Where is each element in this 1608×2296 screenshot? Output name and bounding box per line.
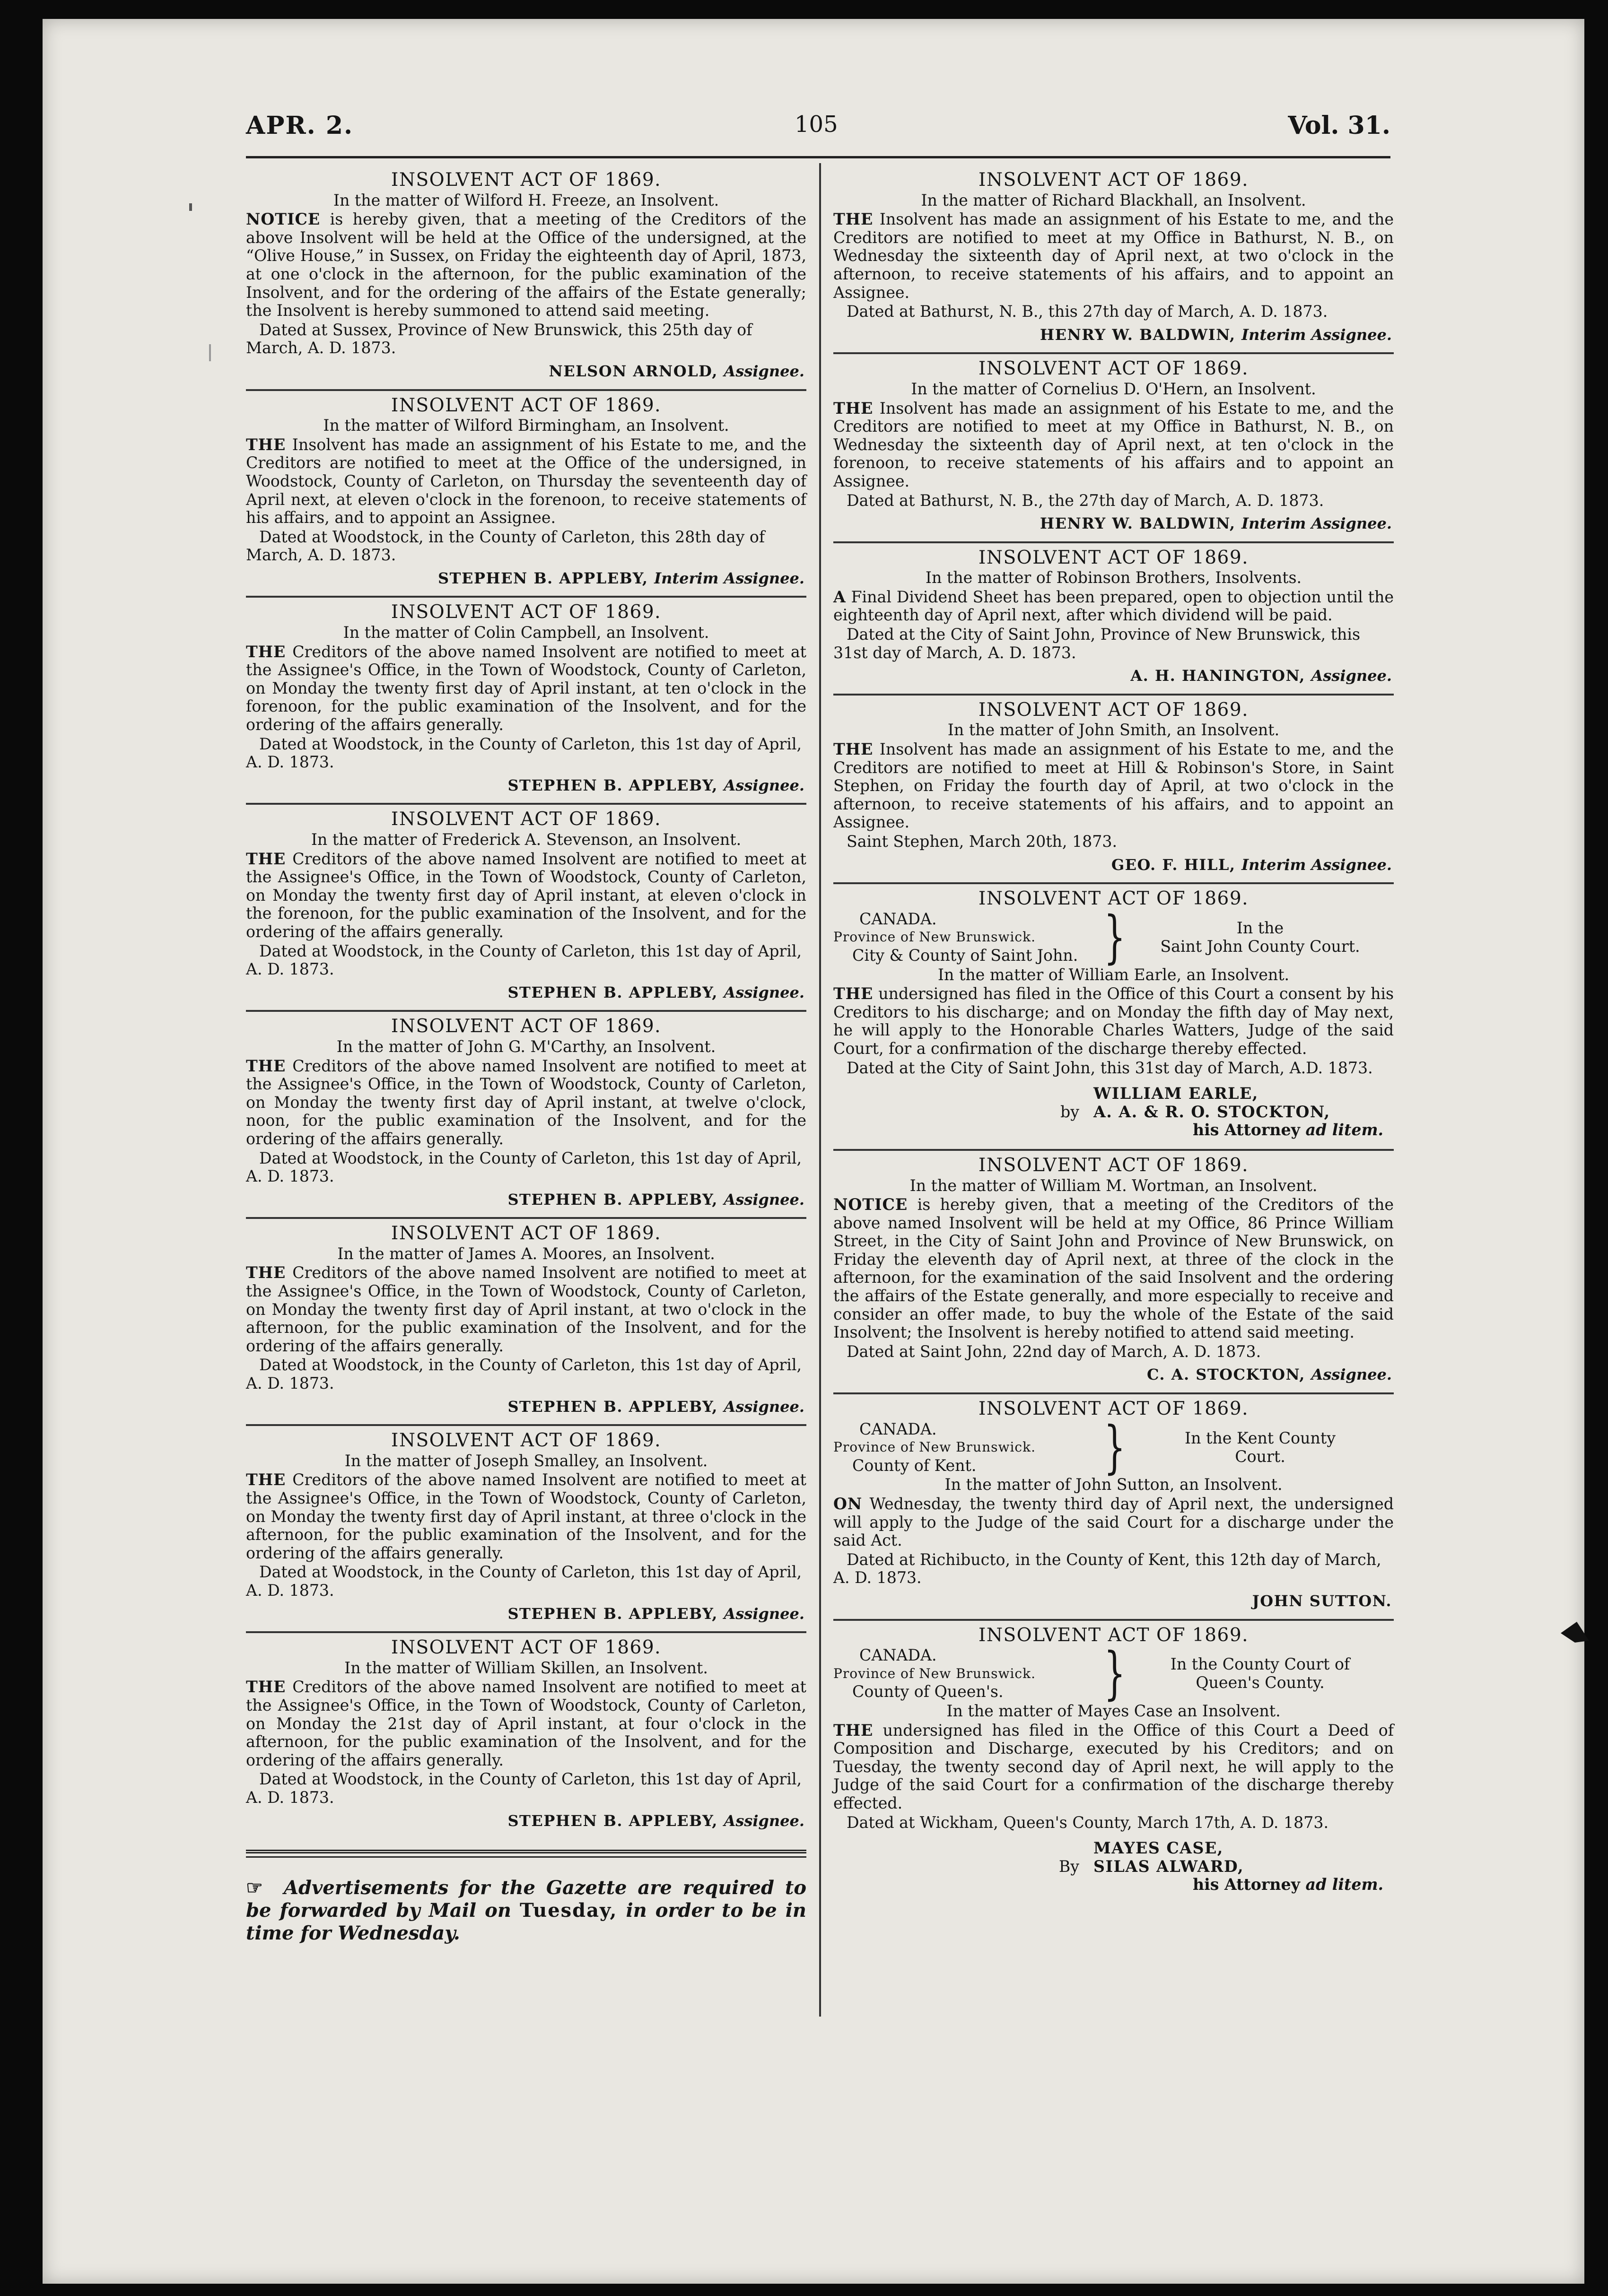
notice-dated: Dated at Wickham, Queen's County, March 17th, A. D. 1873. — [847, 1813, 1329, 1832]
court-name-line: In the Kent County — [1185, 1428, 1336, 1447]
notice-title: INSOLVENT ACT OF 1869. — [978, 169, 1249, 191]
margin-mark — [189, 203, 192, 211]
court-province: Province of New Brunswick. — [833, 1665, 1036, 1681]
notice-lead: THE — [246, 435, 286, 454]
notice-body: THE Insolvent has made an assignment of his Estate to me, and the Creditors are notified to meet at my Office in Bathurst, N. B., on Wednesday the sixteenth day of April next, at two o'clock in the afternoon, to receive statements of his affairs, and to appoint an Assignee. — [833, 210, 1394, 302]
notice-body: THE Creditors of the above named Insolvent are notified to meet at the Assignee's Office, in the Town of Woodstock, County of Carleton, on Monday the twenty first day of April instant, at three o'clock in the afternoon, for the public examination of the Insolvent, and for the ordering of the affairs generally. — [246, 1470, 806, 1562]
court-country: CANADA. — [859, 1419, 937, 1438]
notice — [833, 1621, 1394, 1904]
notice-dated: Dated at Saint John, 22nd day of March, A. D. 1873. — [847, 1342, 1261, 1361]
notice-dated: Dated at Woodstock, in the County of Carleton, this 1st day of April, A. D. 1873. — [246, 1148, 802, 1186]
notice-dated: Dated at Woodstock, in the County of Carleton, this 1st day of April, A. D. 1873. — [246, 1563, 802, 1600]
notice-signature: STEPHEN B. APPLEBY, Assignee. — [507, 776, 804, 794]
notice-body: THE Insolvent has made an assignment of his Estate to me, and the Creditors are notified to meet at the Office of the undersigned, in Woodstock, County of Carleton, on Thursday the seventeenth day of April next, at eleven o'clock in the forenoon, to receive statements of his affairs, and to appoint an Assignee. — [246, 435, 806, 527]
notice — [246, 1012, 806, 1219]
notice-dated: Saint Stephen, March 20th, 1873. — [847, 832, 1118, 851]
advertisement-notice: ☞ Advertisements for the Gazette are required to be forwarded by Mail on Tuesday, in order to be in time for Wednesday. — [246, 1877, 807, 1945]
notice-matter: In the matter of Cornelius D. O'Hern, an Insolvent. — [911, 379, 1316, 398]
notice — [833, 543, 1394, 696]
page-number: 105 — [795, 111, 838, 138]
notice-title: INSOLVENT ACT OF 1869. — [978, 1154, 1249, 1176]
notice-matter: In the matter of John Smith, an Insolvent. — [947, 721, 1280, 739]
notice-matter: In the matter of Robinson Brothers, Insolvents. — [925, 568, 1302, 587]
notice-body: THE Creditors of the above named Insolvent are notified to meet at the Assignee's Office, in the Town of Woodstock, County of Carleton, on Monday the twenty first day of April instant, at twelve o'clock, noon, for the public examination of the Insolvent, and for the ordering of the affairs generally. — [246, 1056, 806, 1148]
notice-title: INSOLVENT ACT OF 1869. — [391, 809, 662, 830]
notice-title: INSOLVENT ACT OF 1869. — [978, 699, 1249, 721]
court-name-line: Saint John County Court. — [1160, 937, 1360, 956]
column-rule — [819, 163, 821, 2017]
notice-signature: A. H. HANINGTON, Assignee. — [1130, 667, 1392, 685]
notice-signature: STEPHEN B. APPLEBY, Assignee. — [507, 1604, 804, 1623]
notice-body: THE Insolvent has made an assignment of his Estate to me, and the Creditors are notified to meet at Hill & Robinson's Store, in Saint Stephen, on Friday the fourth day of April, at two o'clock in the afternoon, to receive statements of his affairs, and to appoint an Assignee. — [833, 740, 1394, 832]
court-county: City & County of Saint John. — [852, 946, 1078, 965]
notice-dated: Dated at Woodstock, in the County of Carleton, this 28th day of March, A. D. 1873. — [246, 527, 765, 565]
notice-lead: THE — [246, 849, 286, 868]
notice-title: INSOLVENT ACT OF 1869. — [391, 394, 662, 416]
volume-number: Vol. 31. — [1288, 111, 1390, 140]
notice-title: INSOLVENT ACT OF 1869. — [391, 601, 662, 623]
court-heading — [833, 1414, 1394, 1480]
court-name-line: Queen's County. — [1196, 1673, 1325, 1692]
notice-title: INSOLVENT ACT OF 1869. — [978, 547, 1249, 568]
notice-body: A Final Dividend Sheet has been prepared, open to objection until the eighteenth day of April next, after which dividend will be paid. — [833, 587, 1394, 625]
notice-body: THE Creditors of the above named Insolvent are notified to meet at the Assignee's Office, in the Town of Woodstock, County of Carleton, on Monday the twenty first day of April instant, at ten o'clock in the forenoon, for the public examination of the Insolvent, and for the ordering of the affairs generally. — [246, 642, 806, 734]
notice-matter: In the matter of William Earle, an Insolvent. — [937, 965, 1290, 984]
notice — [246, 165, 806, 391]
notice-title: INSOLVENT ACT OF 1869. — [391, 1430, 662, 1452]
notice — [246, 598, 806, 805]
notice — [246, 805, 806, 1012]
notice — [246, 1219, 806, 1426]
notice-body: THE Creditors of the above named Insolvent are notified to meet at the Assignee's Office, in the Town of Woodstock, County of Carleton, on Monday the twenty first day of April instant, at eleven o'clock in the forenoon, for the public examination of the Insolvent, and for the ordering of the affairs generally. — [246, 849, 806, 941]
court-country: CANADA. — [859, 909, 937, 928]
notice-title: INSOLVENT ACT OF 1869. — [391, 1016, 662, 1037]
notice-body: NOTICE is hereby given, that a meeting of the Creditors of the above named Insolvent will be held at my Office, 86 Prince William Street, in the City of Saint John and Province of New Brunswick, on Friday the eleventh day of April next, at three of the clock in the afternoon, for the examination of the said Insolvent and the ordering the affairs of the Estate generally, and more especially to receive and consider an offer made, to buy the whole of the Estate of the said Insolvent; the Insolvent is hereby notified to attend said meeting. — [833, 1195, 1394, 1342]
notice-matter: In the matter of James A. Moores, an Insolvent. — [337, 1244, 715, 1263]
notice-title: INSOLVENT ACT OF 1869. — [391, 1637, 662, 1659]
notice — [833, 1394, 1394, 1621]
notice-dated: Dated at Woodstock, in the County of Carleton, this 1st day of April, A. D. 1873. — [246, 941, 802, 979]
notice-dated: Dated at Woodstock, in the County of Carleton, this 1st day of April, A. D. 1873. — [246, 1356, 802, 1393]
right-column — [833, 165, 1394, 1904]
arrow-mark-icon — [1561, 1622, 1589, 1643]
notice-matter: In the matter of Mayes Case an Insolvent. — [946, 1701, 1281, 1720]
brace-icon: } — [1104, 1414, 1126, 1480]
notice-body: THE Creditors of the above named Insolvent are notified to meet at the Assignee's Office, in the Town of Woodstock, County of Carleton, on Monday the twenty first day of April instant, at two o'clock in the afternoon, for the public examination of the Insolvent, and for the ordering of the affairs generally. — [246, 1263, 806, 1355]
notice — [833, 354, 1394, 543]
notice-title: INSOLVENT ACT OF 1869. — [978, 1398, 1249, 1420]
notice-matter: In the matter of John Sutton, an Insolvent. — [944, 1475, 1283, 1494]
notice-matter: In the matter of John G. M'Carthy, an Insolvent. — [336, 1037, 716, 1056]
notice-signature: NELSON ARNOLD, Assignee. — [549, 362, 804, 380]
notice-signature: MAYES CASE, By SILAS ALWARD, his Attorney ad litem. — [1058, 1839, 1384, 1894]
notice-lead: THE — [246, 642, 286, 661]
notice-signature: STEPHEN B. APPLEBY, Assignee. — [507, 1397, 804, 1416]
notice-lead: THE — [246, 1056, 286, 1075]
margin-mark — [209, 344, 232, 361]
notice-matter: In the matter of Richard Blackhall, an Insolvent. — [921, 191, 1306, 209]
left-column — [246, 165, 806, 1964]
court-name-line: Court. — [1235, 1447, 1285, 1466]
pointing-hand-icon: ☞ — [246, 1877, 263, 1899]
issue-date: APR. 2. — [246, 111, 354, 140]
notice-matter: In the matter of Wilford Birmingham, an Insolvent. — [323, 416, 729, 435]
notice-signature: STEPHEN B. APPLEBY, Assignee. — [507, 1811, 804, 1830]
notice-title: INSOLVENT ACT OF 1869. — [978, 888, 1249, 910]
notice-lead: THE — [246, 1470, 286, 1489]
notice-matter: In the matter of Joseph Smalley, an Insolvent. — [344, 1451, 708, 1470]
notice-signature: GEO. F. HILL, Interim Assignee. — [1111, 855, 1392, 874]
notice-body: THE Creditors of the above named Insolvent are notified to meet at the Assignee's Office, in the Town of Woodstock, County of Carleton, on Monday the 21st day of April instant, at four o'clock in the afternoon, for the public examination of the Insolvent, and for the ordering of the affairs generally. — [246, 1678, 806, 1769]
notice-lead: NOTICE — [246, 210, 321, 229]
notice-body: ON Wednesday, the twenty third day of April next, the undersigned will apply to the Judge of the said Court for a discharge under the said Act. — [833, 1495, 1394, 1550]
court-heading — [833, 1641, 1394, 1707]
court-name-line: In the — [1236, 919, 1284, 938]
notice-signature: HENRY W. BALDWIN, Interim Assignee. — [1040, 325, 1392, 344]
brace-icon: } — [1104, 1641, 1126, 1707]
court-province: Province of New Brunswick. — [833, 929, 1036, 945]
court-county: County of Kent. — [852, 1456, 977, 1475]
notice-dated: Dated at Woodstock, in the County of Carleton, this 1st day of April, A. D. 1873. — [246, 734, 802, 772]
header-rule — [246, 156, 1390, 158]
court-name-line: In the County Court of — [1170, 1655, 1350, 1674]
notice — [246, 1633, 806, 1838]
notice-signature: C. A. STOCKTON, Assignee. — [1146, 1365, 1392, 1384]
notice-dated: Dated at Bathurst, N. B., this 27th day of March, A. D. 1873. — [847, 302, 1328, 321]
page-header — [246, 97, 1390, 149]
notice-dated: Dated at Richibucto, in the County of Kent, this 12th day of March, A. D. 1873. — [833, 1550, 1381, 1587]
court-heading — [833, 904, 1394, 970]
notice-matter: In the matter of Colin Campbell, an Insolvent. — [343, 623, 709, 642]
notice-signature: WILLIAM EARLE, by A. A. & R. O. STOCKTON, his Attorney ad litem. — [1060, 1084, 1384, 1139]
notice-title: INSOLVENT ACT OF 1869. — [978, 1624, 1249, 1646]
notice-title: INSOLVENT ACT OF 1869. — [978, 358, 1249, 380]
notice — [833, 165, 1394, 354]
notice-signature: STEPHEN B. APPLEBY, Assignee. — [507, 1190, 804, 1209]
notice-signature: STEPHEN B. APPLEBY, Interim Assignee. — [438, 569, 804, 587]
notice-lead: THE — [246, 1678, 286, 1696]
notice-lead: THE — [246, 1263, 286, 1282]
notice-dated: Dated at Sussex, Province of New Brunswick, this 25th day of March, A. D. 1873. — [246, 320, 752, 357]
court-county: County of Queen's. — [852, 1682, 1004, 1701]
notice — [246, 391, 806, 598]
notice-title: INSOLVENT ACT OF 1869. — [391, 1223, 662, 1244]
notice-matter: In the matter of William Skillen, an Insolvent. — [344, 1658, 708, 1677]
notice-matter: In the matter of Frederick A. Stevenson, an Insolvent. — [311, 830, 742, 849]
notice — [833, 884, 1394, 1151]
notice — [246, 1426, 806, 1633]
notice-body: THE undersigned has filed in the Office of this Court a consent by his Creditors to his discharge; and on Monday the fifth day of May next, he will apply to the Honorable Charles Watters, Judge of the said Court, for a confirmation of the discharge thereby effected. — [833, 984, 1394, 1058]
brace-icon: } — [1104, 904, 1126, 970]
notice-body: THE undersigned has filed in the Office of this Court a Deed of Composition and Discharge, executed by his Creditors; and on Tuesday, the twenty second day of April next, he will apply to the Judge of the said Court for a confirmation of the discharge thereby effected. — [833, 1721, 1394, 1812]
court-country: CANADA. — [859, 1646, 937, 1665]
notice-dated: Dated at Bathurst, N. B., the 27th day of March, A. D. 1873. — [847, 491, 1324, 510]
notice-signature: STEPHEN B. APPLEBY, Assignee. — [507, 983, 804, 1001]
notice-matter: In the matter of William M. Wortman, an Insolvent. — [909, 1176, 1318, 1195]
notice-signature: JOHN SUTTON. — [1252, 1592, 1392, 1610]
notice-body: NOTICE is hereby given, that a meeting of the Creditors of the above Insolvent will be held at the Office of the undersigned, at the “Olive House,” in Sussex, on Friday the eighteenth day of April, 1873, at one o'clock in the afternoon, for the public examination of the Insolvent, and for the ordering of the affairs of the Estate generally; the Insolvent is hereby summoned to attend said meeting. — [246, 210, 806, 320]
notice-dated: Dated at the City of Saint John, Province of New Brunswick, this 31st day of March, A. D. 1873. — [833, 625, 1361, 662]
notice-signature: HENRY W. BALDWIN, Interim Assignee. — [1040, 514, 1392, 533]
notice — [833, 1151, 1394, 1394]
notice-dated: Dated at the City of Saint John, this 31st day of March, A.D. 1873. — [847, 1058, 1373, 1077]
court-province: Province of New Brunswick. — [833, 1439, 1036, 1455]
notice — [833, 696, 1394, 884]
advertisement-rule — [246, 1850, 806, 1858]
notice-matter: In the matter of Wilford H. Freeze, an Insolvent. — [333, 191, 719, 209]
notice-title: INSOLVENT ACT OF 1869. — [391, 169, 662, 191]
notice-body: THE Insolvent has made an assignment of his Estate to me, and the Creditors are notified to meet at my Office in Bathurst, N. B., on Wednesday the sixteenth day of April next, at ten o'clock in the forenoon, to receive statements of his affairs and to appoint an Assignee. — [833, 399, 1394, 490]
notice-dated: Dated at Woodstock, in the County of Carleton, this 1st day of April, A. D. 1873. — [246, 1770, 802, 1807]
